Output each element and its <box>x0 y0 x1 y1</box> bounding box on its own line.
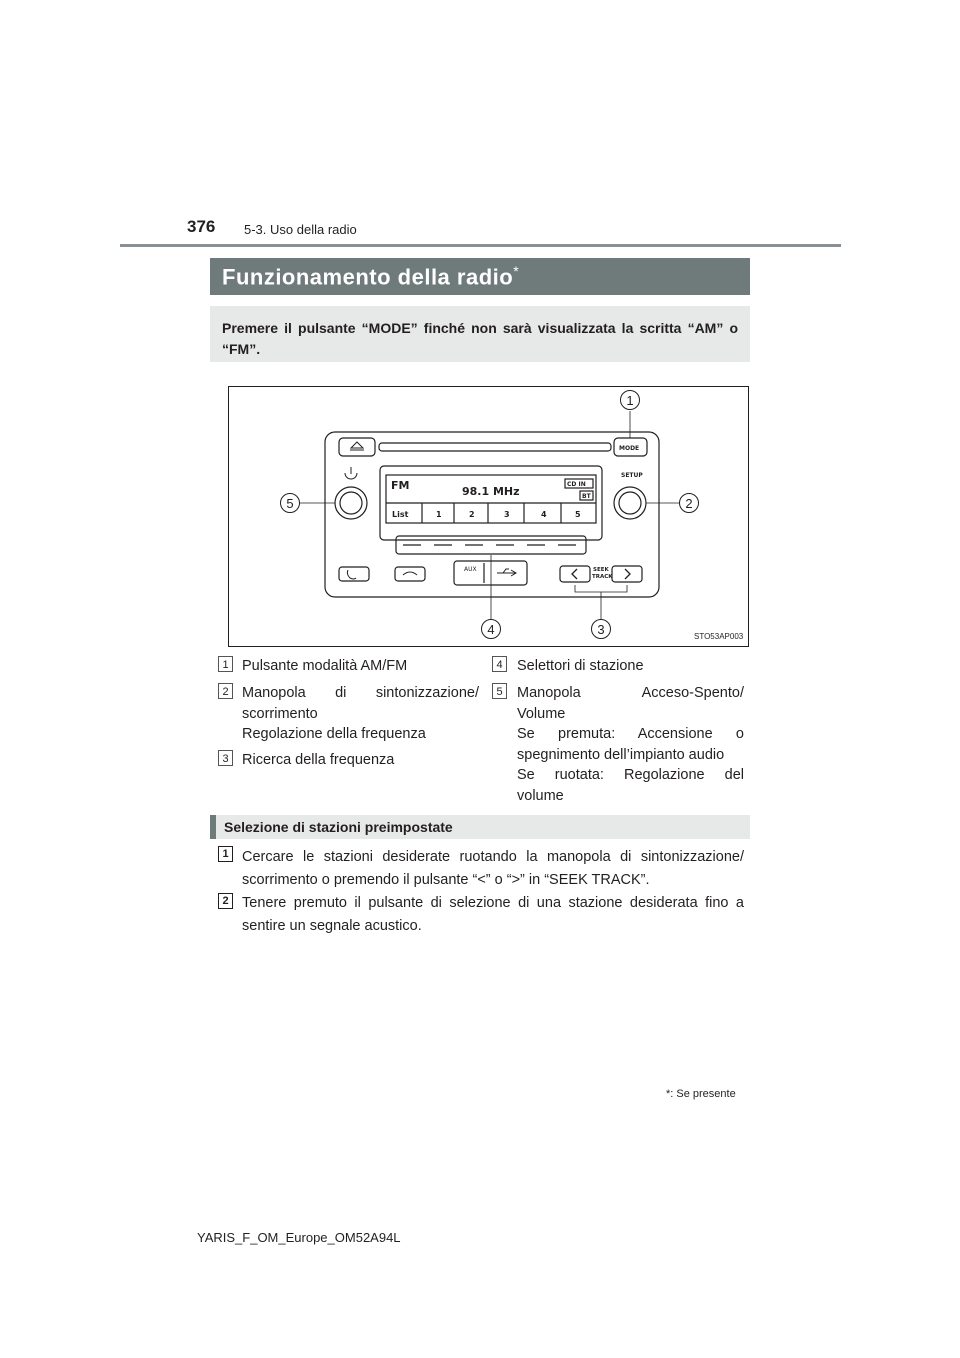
callout-4: 4 <box>481 619 501 639</box>
legend-num-5: 5 <box>492 683 507 699</box>
callout-1: 1 <box>620 390 640 410</box>
legend-num-4: 4 <box>492 656 507 672</box>
seek-label: SEEK <box>593 567 609 573</box>
legend-num-2: 2 <box>218 683 233 699</box>
display-frequency: 98.1 MHz <box>462 485 520 498</box>
preset-5: 5 <box>575 510 581 519</box>
legend-item-1: Pulsante modalità AM/FM <box>242 658 408 674</box>
radio-figure <box>228 386 749 647</box>
document-footer: YARIS_F_OM_Europe_OM52A94L <box>197 1230 401 1245</box>
subsection-header <box>210 815 750 839</box>
figure-code: STO53AP003 <box>694 632 744 641</box>
intro-text: Premere il pulsante “MODE” finché non sarà visualizzata la scritta “AM” o “FM”. <box>222 320 738 357</box>
display-cdin: CD IN <box>567 481 586 488</box>
preset-2: 2 <box>469 510 475 519</box>
step-1-text: Cercare le stazioni desiderate ruotando la manopola di sintonizzazione/ scorrimento o premendo il pulsante “<” o “>” in “SEEK TRACK”. <box>242 849 744 888</box>
subsection-title: Selezione di stazioni preimpostate <box>224 819 453 835</box>
preset-1: 1 <box>436 510 442 519</box>
display-list: List <box>392 510 409 519</box>
preset-3: 3 <box>504 510 510 519</box>
section-path: 5-3. Uso della radio <box>244 222 357 237</box>
callout-5: 5 <box>280 493 300 513</box>
display-band: FM <box>391 479 410 492</box>
legend-item-5: Manopola Acceso-Spento/ Volume Se premuta: Accensione o spegnimento dell’impianto audio Se ruotata: Regolazione del volume <box>517 685 744 804</box>
legend-item-3: Ricerca della frequenza <box>242 752 395 768</box>
footnote <box>666 1088 736 1100</box>
setup-label: SETUP <box>621 472 643 479</box>
step-num-1: 1 <box>218 846 233 862</box>
step-num-2: 2 <box>218 893 233 909</box>
intro-box <box>210 306 750 362</box>
page-number: 376 <box>187 217 216 236</box>
aux-label: AUX <box>464 566 477 573</box>
legend-item-2: Manopola di sintonizzazione/ scorrimento Regolazione della frequenza <box>242 685 479 742</box>
legend-item-4: Selettori di stazione <box>517 658 644 674</box>
footnote-symbol: * <box>666 1088 671 1100</box>
legend-num-3: 3 <box>218 750 233 766</box>
radio-illustration <box>229 387 748 646</box>
page-title: Funzionamento della radio* <box>222 263 520 290</box>
callout-3: 3 <box>591 619 611 639</box>
step-2-text: Tenere premuto il pulsante di selezione di una stazione desiderata fino a sentire un segnale acustico. <box>242 895 744 934</box>
display-bt: BT <box>582 493 591 500</box>
preset-4: 4 <box>541 510 547 519</box>
legend-num-1: 1 <box>218 656 233 672</box>
footnote-text: : Se presente <box>670 1088 736 1100</box>
title-asterisk: * <box>513 263 520 279</box>
mode-label: MODE <box>619 445 640 452</box>
track-label: TRACK <box>592 574 613 580</box>
header-rule <box>120 244 841 247</box>
title-bar <box>210 258 750 295</box>
callout-2: 2 <box>679 493 699 513</box>
